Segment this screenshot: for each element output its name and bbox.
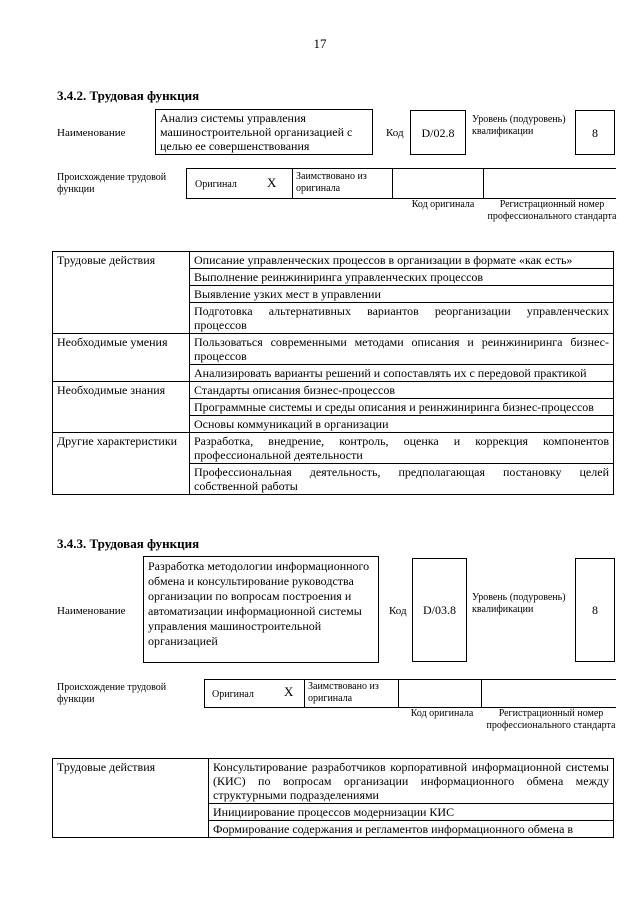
code-value: D/03.8 — [412, 558, 467, 662]
table-cell: Стандарты описания бизнес-процессов — [190, 382, 614, 399]
code-original-label: Код оригинала — [410, 708, 474, 719]
original-label: Оригинал — [195, 179, 237, 190]
code-label: Код — [386, 127, 404, 139]
borrowed-label: Заимствовано из оригинала — [308, 681, 379, 704]
table-cell: Анализировать варианты решений и сопоставлять их с передовой практикой — [190, 365, 614, 382]
section-heading: 3.4.2. Трудовая функция — [57, 88, 200, 103]
name-label: Наименование — [57, 605, 126, 617]
divider — [304, 679, 305, 708]
table-cell: Описание управленческих процессов в организации в формате «как есть» — [190, 252, 614, 269]
name-value: Анализ системы управления машиностроительной организацией с целью ее совершенствования — [155, 109, 373, 155]
section-heading: 3.4.3. Трудовая функция — [57, 536, 200, 551]
name-label: Наименование — [57, 127, 126, 139]
table-cell: Формирование содержания и регламентов информационного обмена в — [209, 821, 614, 838]
table-cell: Подготовка альтернативных вариантов реорганизации управленческих процессов — [190, 303, 614, 334]
table-row — [53, 334, 614, 365]
code-original-label: Код оригинала — [411, 199, 475, 210]
code-label: Код — [389, 605, 407, 617]
table-cell: Программные системы и среды описания и реинжиниринга бизнес-процессов — [190, 399, 614, 416]
original-label: Оригинал — [212, 689, 254, 700]
category-cell: Необходимые умения — [53, 334, 190, 382]
name-value: Разработка методологии информационного обмена и консультирование руководства организации по вопросам построения и автоматизации информационной системы управления машиностроительной организацией — [143, 556, 379, 663]
category-cell: Трудовые действия — [53, 759, 209, 838]
divider — [292, 168, 293, 199]
table-cell: Выполнение реинжиниринга управленческих процессов — [190, 269, 614, 286]
level-label: Уровень (подуровень) квалификации — [472, 114, 566, 137]
table-cell: Основы коммуникаций в организации — [190, 416, 614, 433]
origin-table — [186, 168, 616, 199]
table-cell: Консультирование разработчиков корпоративной информационной системы (КИС) по вопросам организации информационного обмена между структурными подразделениями — [209, 759, 614, 804]
divider — [483, 168, 484, 199]
level-value: 8 — [575, 558, 615, 662]
divider — [481, 679, 482, 708]
table-cell: Профессиональная деятельность, предполагающая постановку целей собственной работы — [190, 464, 614, 495]
level-value: 8 — [575, 110, 615, 155]
original-mark: X — [284, 684, 294, 699]
table-row — [53, 252, 614, 269]
labor-function-table — [52, 758, 614, 838]
table-row — [53, 382, 614, 399]
table-cell: Разработка, внедрение, контроль, оценка и коррекция компонентов профессиональной деятельности — [190, 433, 614, 464]
reg-number-label: Регистрационный номер профессионального стандарта — [486, 708, 616, 731]
divider — [392, 168, 393, 199]
table-row — [53, 433, 614, 464]
table-cell: Инициирование процессов модернизации КИС — [209, 804, 614, 821]
origin-label: Происхождение трудовой функции — [57, 682, 167, 705]
code-value: D/02.8 — [410, 110, 466, 155]
category-cell: Другие характеристики — [53, 433, 190, 495]
table-cell: Пользоваться современными методами описания и реинжиниринга бизнес-процессов — [190, 334, 614, 365]
origin-label: Происхождение трудовой функции — [57, 172, 167, 195]
category-cell: Трудовые действия — [53, 252, 190, 334]
origin-table — [204, 679, 616, 708]
category-cell: Необходимые знания — [53, 382, 190, 433]
divider — [398, 679, 399, 708]
labor-function-table — [52, 251, 614, 495]
level-label: Уровень (подуровень) квалификации — [472, 592, 566, 615]
table-row — [53, 759, 614, 804]
reg-number-label: Регистрационный номер профессионального стандарта — [487, 199, 617, 222]
original-mark: X — [267, 175, 277, 190]
table-cell: Выявление узких мест в управлении — [190, 286, 614, 303]
borrowed-label: Заимствовано из оригинала — [296, 171, 367, 194]
page-number: 17 — [313, 36, 327, 51]
